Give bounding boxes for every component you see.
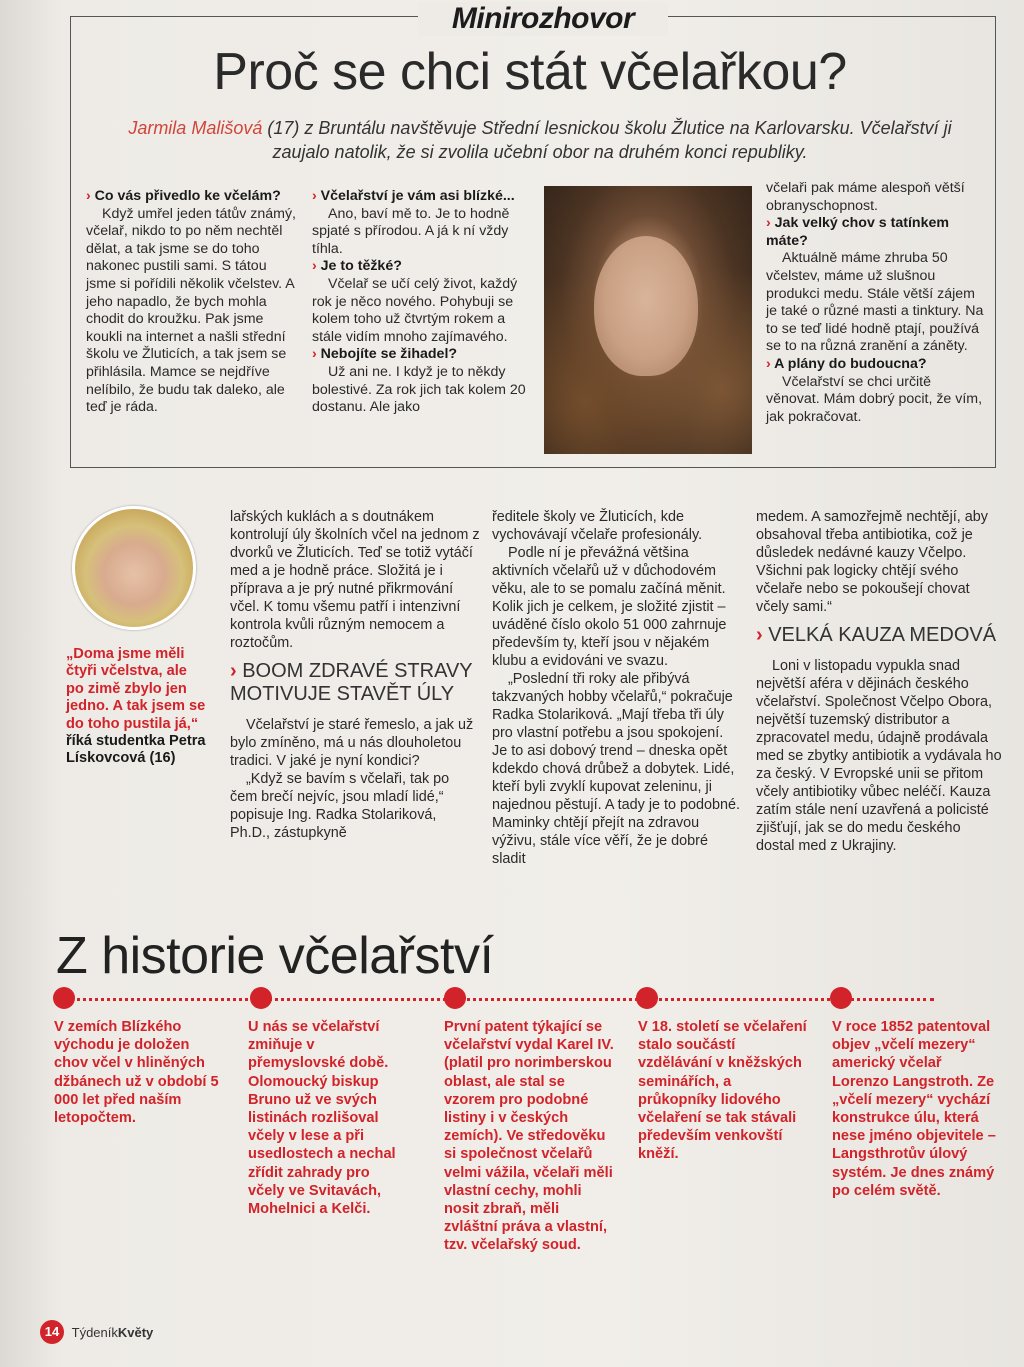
sidebar-quote — [66, 646, 206, 768]
subheading: › VELKÁ KAUZA MEDOVÁ — [756, 624, 1002, 647]
article-column-2 — [492, 508, 742, 868]
interview-lead — [100, 116, 980, 164]
timeline-line — [64, 998, 934, 1001]
paragraph: Podle ní je převážná většina aktivních včelařů už v důchodovém věku, ale to se pomalu začíná měnit. Kolik jich je celkem, je složité zjistit – uváděné číslo okolo 51 000 zahrnuje především ty, kteří jsou v nějakém klubu a evidováni ve svazu. — [492, 545, 727, 669]
article-column-1 — [230, 508, 480, 842]
timeline-dot — [53, 987, 75, 1009]
answer: Ano, baví mě to. Je to hodně spjaté s přírodou. A já k ní vždy tíhla. — [312, 205, 510, 257]
paragraph: medem. A samozřejmě nechtějí, aby obsahoval třeba antibiotika, což je důsledek nedávné kauzy Včelpo. Všichni pak logicky chtějí svého včelaře nebo se pokoušejí chovat včely sami.“ — [756, 509, 988, 615]
photo-face — [594, 236, 698, 376]
history-item: V roce 1852 patentoval objev „včelí mezery“ americký včelař Lorenzo Langstroth. Ze „včelí mezery“ vychází konstrukce úlu, která nese jméno objevitele – Langsthrotův úlový systém. Je dnes známý po celém světě. — [832, 1019, 996, 1199]
paragraph: Loni v listopadu vypukla snad největší aféra v dějinách českého včelařství. Společnost Včelpo Obora, největší tuzemský distributor a zpracovatel medu, údajně prodávala med se zbytky antibiotik a vydávala ho za český. V Evropské unii se přitom včely antibiotiky vůbec neléčí. Kauza zatím stále není uzavřená a policisté zjišťují, jak se do medu českého dostal med z Ukrajiny. — [756, 658, 1002, 854]
paragraph: ředitele školy ve Žluticích, kde vychovávají včelaře profesionály. — [492, 509, 703, 543]
question: › Je to těžké? — [312, 258, 532, 276]
history-title: Z historie včelařství — [56, 927, 494, 985]
lead-name: Jarmila Mališová — [128, 118, 263, 138]
question: › Jak velký chov s tatínkem máte? — [766, 215, 984, 250]
interview-column-1 — [86, 188, 300, 417]
publication-prefix: Týdeník — [71, 1324, 118, 1340]
quote-attribution: říká studentka Petra Lískovcová (16) — [66, 733, 206, 767]
article-column-3 — [756, 508, 1002, 855]
answer: Už ani ne. I když je to někdy bolestivé. Za rok jich tak kolem 20 dostanu. Ale jako — [312, 363, 526, 416]
question: › Nebojíte se žihadel? — [312, 346, 532, 364]
interview-kicker: Minirozhovor — [418, 2, 668, 36]
subheading: › BOOM ZDRAVÉ STRAVY MOTIVUJE STAVĚT ÚLY — [230, 660, 480, 706]
paragraph: lařských kuklách a s doutnákem kontrolují úly školních včel na jednom z dvorků ve Žluticích. Teď se totiž vytáčí med a je hodně práce. Složitá je i příprava a je prý nutné přikrmování včel. K tomu všemu patří i intenzivní kontrola kvůli různým nemocem a roztočům. — [230, 509, 480, 651]
question: › Včelařství je vám asi blízké... — [312, 188, 532, 206]
timeline-dot — [636, 987, 658, 1009]
interview-photo — [544, 186, 752, 454]
interview-column-3 — [766, 180, 984, 426]
timeline-dot — [830, 987, 852, 1009]
interview-headline: Proč se chci stát včelařkou? — [213, 43, 847, 101]
paragraph: Včelařství je staré řemeslo, a jak už bylo zmíněno, má u nás dlouholetou tradici. V jaké je nyní kondici? — [230, 717, 474, 769]
answer: Aktuálně máme zhruba 50 včelstev, máme už slušnou produkci medu. Stále větší zájem je také o různé masti a tinktury. Na to se teď lidé hodně ptají, používá se to na různá zranění a záněty. — [766, 250, 984, 355]
paragraph: „Když se bavím s včelaři, tak po čem brečí nejvíc, jsou mladí lidé,“ popisuje Ing. Radka Stolariková, Ph.D., zástupkyně — [230, 771, 450, 841]
page-footer — [40, 1320, 153, 1344]
history-item: U nás se včelařství zmiňuje v přemyslovské době. Olomoucký biskup Bruno už ve svých listinách rozlišoval včely v lese a při usedlostech a nechal zřídit zahrady pro včely ve Svitavách, Mohelnici a Kelči. — [248, 1019, 396, 1218]
answer: včelaři pak máme alespoň větší obranyschopnost. — [766, 180, 965, 214]
timeline-dot — [444, 987, 466, 1009]
question: › A plány do budoucna? — [766, 356, 984, 374]
quote-text: „Doma jsme měli čtyři včelstva, ale po zimě zbylo jen jedno. A tak jsem se do toho pustila já,“ — [66, 646, 206, 732]
answer: Včelař se učí celý život, každý rok je něco nového. Pohybuji se kolem toho už čtvrtým rokem a stále vidím mnoho zajímavého. — [312, 275, 518, 345]
publication-title: Květy — [117, 1324, 154, 1340]
answer: Včelařství se chci určitě věnovat. Mám dobrý pocit, že vím, jak pokračovat. — [766, 373, 983, 425]
history-item: V zemích Blízkého východu je doložen chov včel v hliněných džbánech už v období 5 000 let před naším letopočtem. — [54, 1019, 219, 1127]
interview-column-2 — [312, 188, 532, 417]
answer: Když umřel jeden tátův známý, včelař, nikdo to po něm nechtěl dělat, a tak jsme se do toho nakonec pustili sami. S tátou jsme si pořídili několik včelstev. A jeho napadlo, že bych mohla chodit do kroužku. Pak jsme koukli na internet a našli střední školu ve Žluticích, a tak jsem se přihlásila. Mamce se nejdříve nelíbilo, že budu tak daleko, ale teď je ráda. — [86, 205, 296, 416]
student-portrait — [72, 506, 196, 630]
page-number: 14 — [40, 1320, 64, 1344]
timeline-dot — [250, 987, 272, 1009]
lead-text: (17) z Bruntálu navštěvuje Střední lesnickou školu Žlutice na Karlovarsku. Včelařství ji zaujalo natolik, že si zvolila učební obor na druhém konci republiky. — [262, 118, 952, 162]
history-item: První patent týkající se včelařství vydal Karel IV. (platil pro norimberskou oblast, ale stal se vzorem pro podobné listiny i v českých zemích). Ve středověku si společnost včelařů velmi vážila, včelaři měli vlastní cechy, mohli nosit zbraň, měli zvláštní práva a vlastní, tzv. včelařský soud. — [444, 1019, 614, 1254]
history-item: V 18. století se včelaření stalo součástí vzdělávání v kněžských seminářích, a průkopníky lidového včelaření se tak stávali především venkovští kněží. — [638, 1019, 807, 1163]
paragraph: „Poslední tři roky ale přibývá takzvaných hobby včelařů,“ pokračuje Radka Stolariková. „Mají třeba tři úly pro vlastní potřebu a jsou spokojení. Je to asi dobový trend – dneska opět kdekdo chová drůbež a dobytek. Lidé, kteří byli zvyklí kupovat zeleninu, ji najednou pěstují. A tady je to podobné. Maminky chtějí přejít na zdravou výživu, stále více věří, že je dobré sladit — [492, 671, 741, 867]
question: › Co vás přivedlo ke včelám? — [86, 188, 300, 206]
publication-name — [72, 1325, 154, 1340]
